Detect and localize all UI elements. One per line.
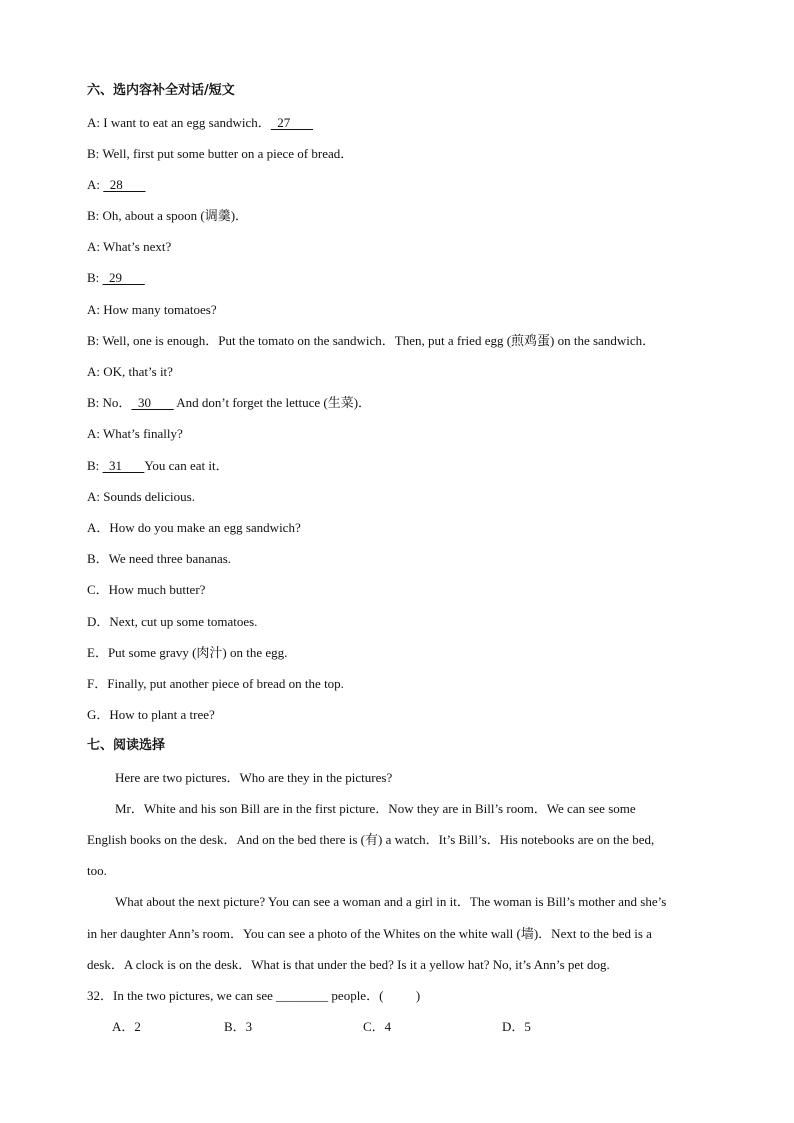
speaker-label: B: xyxy=(87,395,100,410)
passage-line: English books on the desk．And on the bed there is (有) a watch．It’s Bill’s．His notebooks are on the bed, xyxy=(87,832,655,847)
dialogue-line xyxy=(87,332,734,350)
question-blank: ________ xyxy=(276,988,329,1003)
answer-blank-30[interactable]: 30 xyxy=(131,395,174,410)
choice-d[interactable]: D．5 xyxy=(502,1019,531,1034)
speaker-label: A: xyxy=(87,239,100,254)
answer-blank-27[interactable]: 27 xyxy=(270,115,314,130)
dialogue-text: You can eat it． xyxy=(144,458,229,473)
answer-blank-31[interactable]: 31 xyxy=(102,458,145,473)
question-stem: 32．In the two pictures, we can see xyxy=(87,988,277,1003)
section6-title: 六、选内容补全对话/短文 xyxy=(87,83,235,98)
speaker-label: A: xyxy=(87,115,100,130)
speaker-label: A: xyxy=(87,364,100,379)
passage-line: in her daughter Ann’s room．You can see a photo of the Whites on the white wall (墙)．Next to the bed is a xyxy=(87,926,652,941)
speaker-label: B: xyxy=(87,333,100,348)
section7-title: 七、阅读选择 xyxy=(87,738,166,753)
dialogue-text: Well, one is enough．Put the tomato on the sandwich．Then, put a fried egg (煎鸡蛋) on the sandwich． xyxy=(102,333,656,348)
answer-blank-28[interactable]: 28 xyxy=(103,177,146,192)
dialogue-text: What’s next? xyxy=(103,239,172,254)
speaker-label: A: xyxy=(87,177,100,192)
option-e: E．Put some gravy (肉汁) on the egg. xyxy=(87,645,288,660)
passage-line: desk．A clock is on the desk．What is that under the bed? Is it a yellow hat? No, it’s Ann’s pet dog. xyxy=(87,957,610,972)
passage-line: What about the next picture? You can see a woman and a girl in it．The woman is Bill’s mother and she’s xyxy=(115,894,667,909)
option-a: A．How do you make an egg sandwich? xyxy=(87,520,301,535)
dialogue-line xyxy=(87,425,734,443)
dialogue-line xyxy=(87,269,734,287)
option-f: F．Finally, put another piece of bread on the top. xyxy=(87,676,344,691)
dialogue-line xyxy=(87,176,734,194)
option-b: B．We need three bananas. xyxy=(87,551,232,566)
dialogue-line xyxy=(87,238,734,256)
passage-line: too. xyxy=(87,863,107,878)
dialogue-line xyxy=(87,145,734,163)
dialogue-text: How many tomatoes? xyxy=(103,302,217,317)
dialogue-line xyxy=(87,114,734,132)
option-d: D．Next, cut up some tomatoes. xyxy=(87,614,258,629)
passage-line: Mr．White and his son Bill are in the first picture．Now they are in Bill’s room．We can see some xyxy=(115,801,636,816)
choice-b[interactable]: B．3 xyxy=(224,1019,253,1034)
passage-line: Here are two pictures．Who are they in the pictures? xyxy=(115,770,393,785)
option-c: C．How much butter? xyxy=(87,582,206,597)
dialogue-line xyxy=(87,363,734,381)
dialogue-line xyxy=(87,488,734,506)
dialogue-text: No． xyxy=(102,395,132,410)
speaker-label: B: xyxy=(87,146,100,161)
speaker-label: A: xyxy=(87,489,100,504)
dialogue-line xyxy=(87,301,734,319)
dialogue-text: OK, that’s it? xyxy=(103,364,173,379)
option-g: G．How to plant a tree? xyxy=(87,707,215,722)
choice-c[interactable]: C．4 xyxy=(363,1019,392,1034)
speaker-label: B: xyxy=(87,458,100,473)
dialogue-text: Oh, about a spoon (调羹)． xyxy=(102,208,249,223)
dialogue-text: What’s finally? xyxy=(103,426,183,441)
speaker-label: A: xyxy=(87,426,100,441)
dialogue-text: And don’t forget the lettuce (生菜)． xyxy=(173,395,372,410)
dialogue-line xyxy=(87,457,734,475)
dialogue-text: I want to eat an egg sandwich． xyxy=(103,115,271,130)
speaker-label: B: xyxy=(87,270,100,285)
speaker-label: B: xyxy=(87,208,100,223)
answer-blank-29[interactable]: 29 xyxy=(102,270,145,285)
speaker-label: A: xyxy=(87,302,100,317)
dialogue-text: Sounds delicious. xyxy=(103,489,195,504)
dialogue-line xyxy=(87,394,734,412)
question-32 xyxy=(87,987,734,1005)
dialogue-line xyxy=(87,207,734,225)
choice-a[interactable]: A．2 xyxy=(112,1019,141,1034)
answer-bracket[interactable]: people．( ) xyxy=(328,988,421,1003)
dialogue-text: Well, first put some butter on a piece of bread． xyxy=(102,146,354,161)
